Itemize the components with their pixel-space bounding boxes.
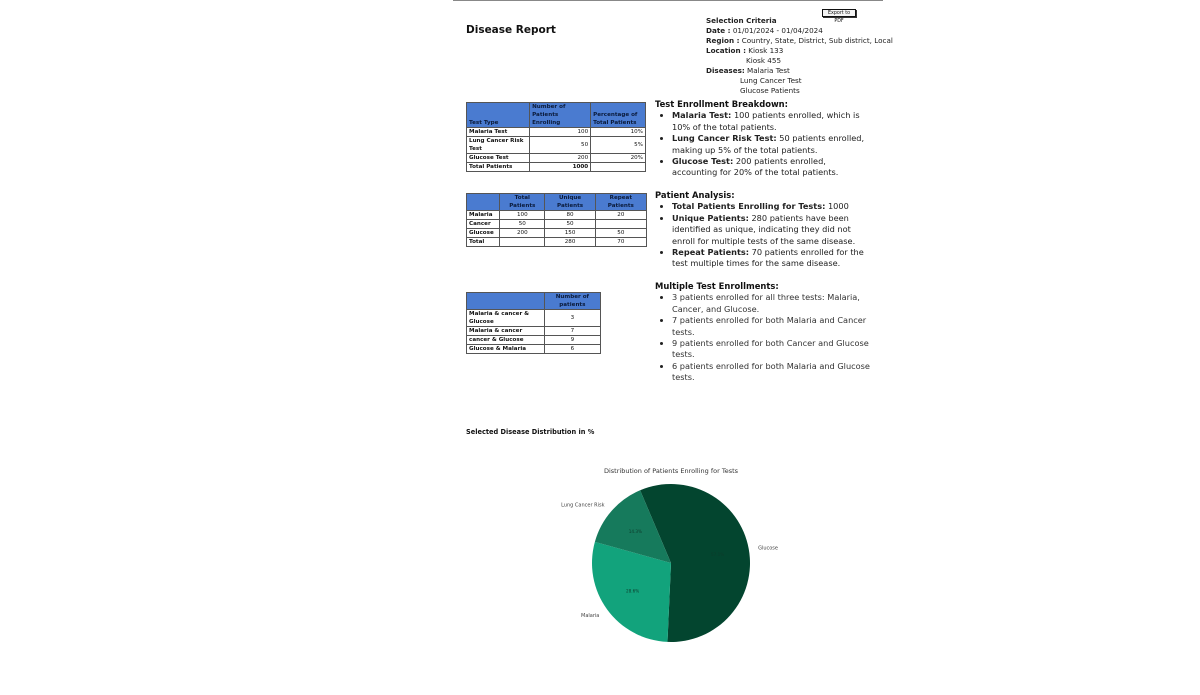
table-cell: 50 <box>530 137 591 154</box>
enrollment-breakdown <box>655 99 870 179</box>
table-cell: Glucose & Malaria <box>467 345 545 354</box>
table-row <box>467 238 647 247</box>
table-cell: Malaria & cancer <box>467 327 545 336</box>
table-header: Repeat Patients <box>595 194 646 211</box>
date-value: 01/01/2024 - 01/04/2024 <box>732 26 823 35</box>
table-cell: Total <box>467 238 500 247</box>
disease-value: Glucose Patients <box>740 86 800 95</box>
table-cell: 6 <box>544 345 600 354</box>
table-cell: Malaria & cancer & Glucose <box>467 310 545 327</box>
list-item <box>672 133 870 156</box>
pie-category-label: Malaria <box>581 612 600 619</box>
table-header: Test Type <box>467 103 530 128</box>
list-item <box>672 156 870 179</box>
patient-analysis <box>655 190 870 270</box>
table-header: Percentage of Total Patients <box>591 103 646 128</box>
table-cell: Total Patients <box>467 163 530 172</box>
table-cell: 20% <box>591 154 646 163</box>
table-cell: 280 <box>545 238 595 247</box>
table-row <box>467 128 646 137</box>
section-heading: Multiple Test Enrollments: <box>655 281 779 291</box>
region-label: Region : <box>706 36 740 45</box>
table-cell: Malaria <box>467 211 500 220</box>
table-cell <box>500 238 545 247</box>
table-cell: 50 <box>595 229 646 238</box>
item-text: 280 patients have been identified as unique, indicating they did not enroll for multiple tests of the same disease. <box>672 212 856 246</box>
selection-criteria <box>706 16 893 96</box>
list-item <box>672 315 870 338</box>
item-label: Repeat Patients: <box>672 247 750 258</box>
table-header: Total Patients <box>500 194 545 211</box>
table-row <box>467 327 601 336</box>
pie-percent-label: 28.6% <box>625 588 640 594</box>
list-item <box>672 247 870 270</box>
table-cell: cancer & Glucose <box>467 336 545 345</box>
table-header-row <box>467 293 601 310</box>
table-cell <box>595 220 646 229</box>
chart-title: Distribution of Patients Enrolling for Tests <box>603 467 739 475</box>
table-cell: 70 <box>595 238 646 247</box>
table-row <box>467 336 601 345</box>
table-cell: 7 <box>544 327 600 336</box>
pie-percent-label: 14.3% <box>628 529 643 535</box>
table-row <box>467 137 646 154</box>
multiple-enrollment-table <box>466 292 601 354</box>
pie-percent-label: 57.1% <box>710 552 725 558</box>
table-cell: 50 <box>545 220 595 229</box>
table-cell: Lung Cancer Risk Test <box>467 137 530 154</box>
list-item <box>672 292 870 315</box>
item-text: 7 patients enrolled for both Malaria and Cancer tests. <box>672 315 867 337</box>
item-text: 1000 <box>825 201 849 212</box>
date-label: Date : <box>706 26 731 35</box>
item-text: 3 patients enrolled for all three tests: Malaria, Cancer, and Glucose. <box>672 292 860 314</box>
table-cell: 100 <box>500 211 545 220</box>
disease-value: Lung Cancer Test <box>740 76 802 85</box>
table-cell: 150 <box>545 229 595 238</box>
multiple-test-enrollments <box>655 281 870 384</box>
patient-analysis-table <box>466 193 647 247</box>
location-value: Kiosk 133 <box>748 46 784 55</box>
table-header-row <box>467 103 646 128</box>
item-label: Unique Patients: <box>672 212 749 223</box>
table-header: Number of patients <box>544 293 600 310</box>
top-divider <box>453 0 883 1</box>
page-title: Disease Report <box>466 24 556 36</box>
distribution-pie-chart <box>540 460 800 660</box>
table-cell: Glucose <box>467 229 500 238</box>
pie-category-label: Lung Cancer Risk <box>561 502 605 509</box>
pie-category-label: Glucose <box>758 545 778 552</box>
location-label: Location : <box>706 46 746 55</box>
item-text: 200 patients enrolled, accounting for 20% of the total patients. <box>672 156 839 178</box>
table-cell: 80 <box>545 211 595 220</box>
table-cell <box>591 163 646 172</box>
list-item <box>672 338 870 361</box>
item-label: Total Patients Enrolling for Tests: <box>672 201 826 212</box>
disease-value: Malaria Test <box>747 66 790 75</box>
item-text: 100 patients enrolled, which is 10% of the total patients. <box>672 110 860 132</box>
table-cell: Malaria Test <box>467 128 530 137</box>
table-cell: 20 <box>595 211 646 220</box>
list-item <box>672 201 870 212</box>
item-label: Glucose Test: <box>672 156 734 167</box>
item-text: 9 patients enrolled for both Cancer and Glucose tests. <box>672 338 869 360</box>
distribution-heading: Selected Disease Distribution in % <box>466 428 595 436</box>
table-row <box>467 345 601 354</box>
item-text: 50 patients enrolled, making up 5% of the total patients. <box>672 133 865 155</box>
section-heading: Test Enrollment Breakdown: <box>655 99 788 109</box>
list-item <box>672 361 870 384</box>
table-row <box>467 310 601 327</box>
table-row <box>467 211 647 220</box>
criteria-heading: Selection Criteria <box>706 16 777 25</box>
table-row <box>467 154 646 163</box>
table-cell: 200 <box>500 229 545 238</box>
table-cell: 5% <box>591 137 646 154</box>
list-item <box>672 213 870 247</box>
table-cell: 10% <box>591 128 646 137</box>
table-row <box>467 220 647 229</box>
table-header: Unique Patients <box>545 194 595 211</box>
item-text: 6 patients enrolled for both Malaria and Glucose tests. <box>672 360 870 383</box>
table-header <box>467 293 545 310</box>
table-cell: 200 <box>530 154 591 163</box>
table-cell: 1000 <box>530 163 591 172</box>
item-text: 70 patients enrolled for the test multiple times for the same disease. <box>672 247 864 269</box>
table-cell: 50 <box>500 220 545 229</box>
table-header-row <box>467 194 647 211</box>
table-cell: 9 <box>544 336 600 345</box>
table-header <box>467 194 500 211</box>
table-cell: 100 <box>530 128 591 137</box>
table-row <box>467 163 646 172</box>
section-heading: Patient Analysis: <box>655 190 735 200</box>
diseases-label: Diseases: <box>706 66 745 75</box>
table-cell: Cancer <box>467 220 500 229</box>
table-cell: 3 <box>544 310 600 327</box>
table-header: Number of Patients Enrolling <box>530 103 591 128</box>
list-item <box>672 110 870 133</box>
region-value: Country, State, District, Sub district, Local <box>741 36 893 45</box>
location-value: Kiosk 455 <box>746 56 782 65</box>
export-pdf-button[interactable]: Export to PDF <box>822 9 856 17</box>
test-type-table <box>466 102 646 172</box>
table-cell: Glucose Test <box>467 154 530 163</box>
table-row <box>467 229 647 238</box>
item-label: Lung Cancer Risk Test: <box>672 133 777 144</box>
item-label: Malaria Test: <box>672 110 732 121</box>
